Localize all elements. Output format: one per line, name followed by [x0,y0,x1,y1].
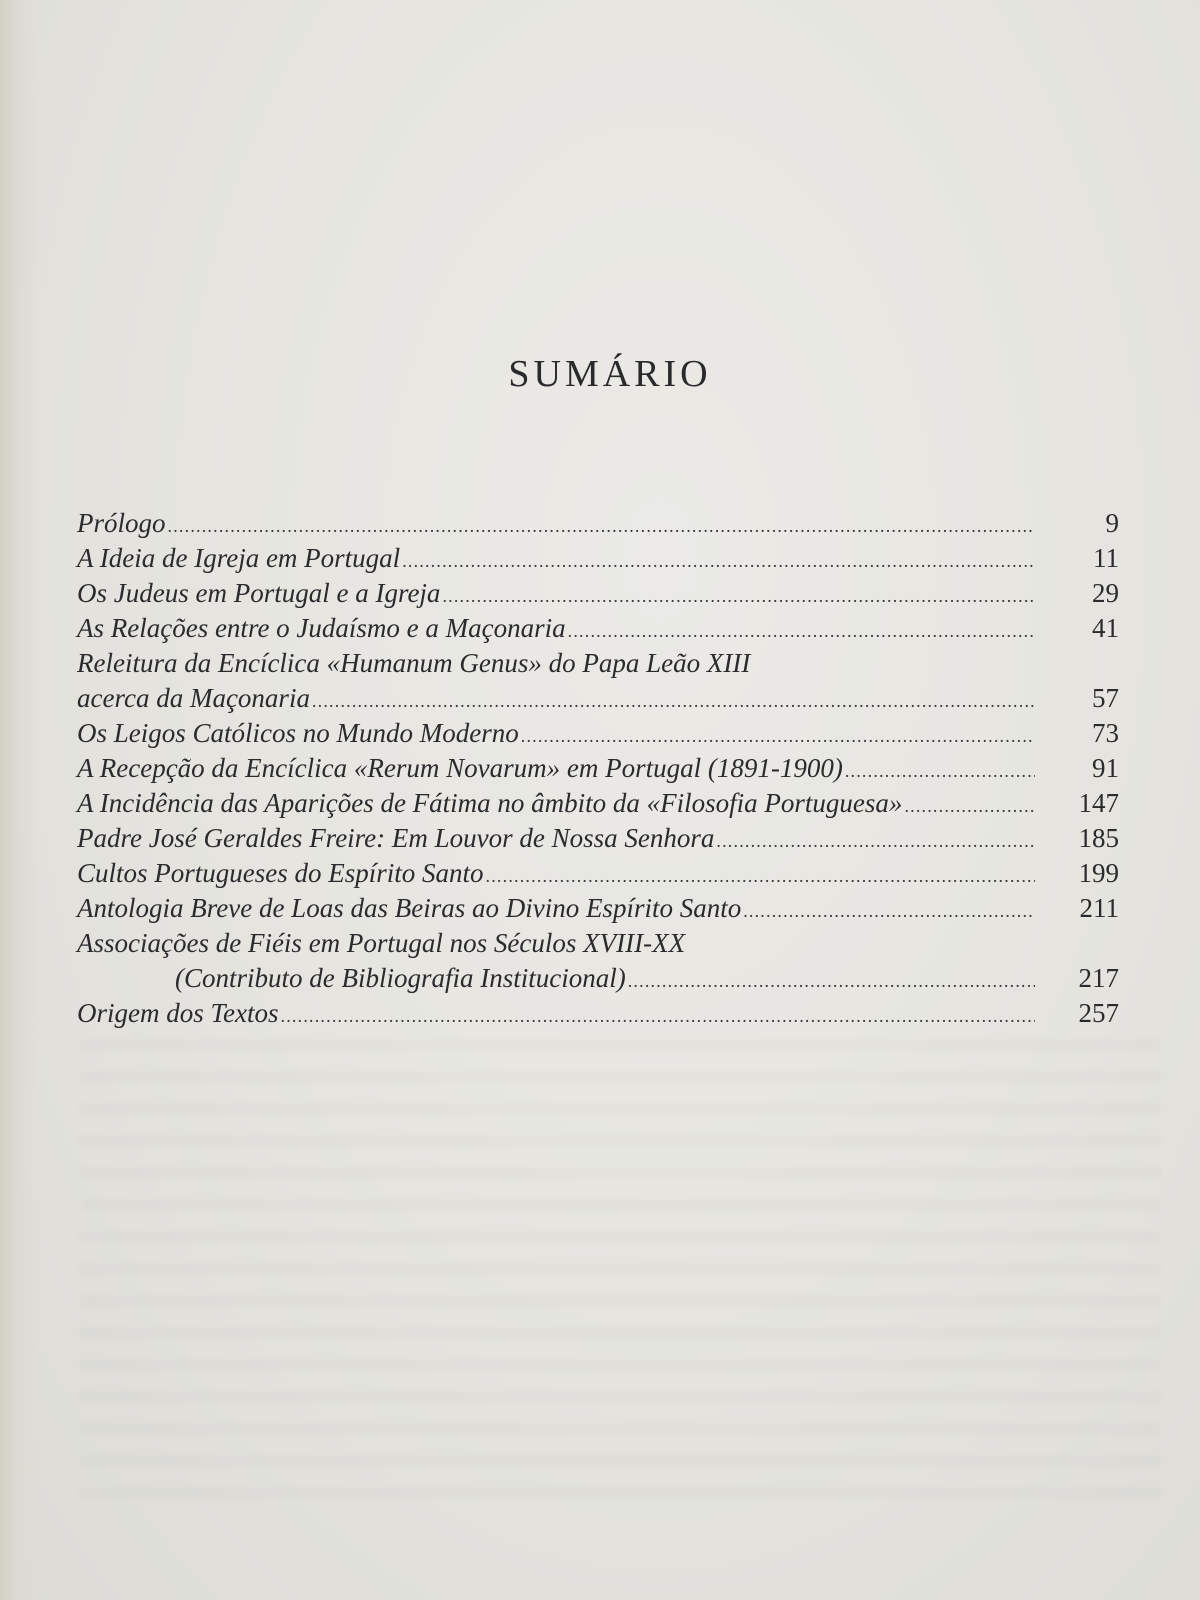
toc-entry [77,891,1119,926]
toc-entry [77,506,1119,541]
toc-page-number: 257 [1078,998,1119,1028]
toc-page-number: 147 [1078,788,1119,818]
dot-leader [486,859,1035,894]
toc-line [77,681,1119,716]
dot-leader [743,894,1035,929]
toc-entry [77,996,1119,1031]
toc-line [77,961,1119,996]
toc-page-number: 199 [1078,858,1119,888]
toc-entry [77,646,1119,716]
toc-line [77,856,1119,891]
toc-entry-title-continued: (Contributo de Bibliografia Institucional) [175,963,626,993]
toc-page-number: 11 [1093,543,1119,573]
toc-entry-title: A Incidência das Aparições de Fátima no âmbito da «Filosofia Portuguesa» [77,788,903,818]
toc-line [77,786,1119,821]
toc-entry-title-continued: acerca da Maçonaria [77,683,310,713]
toc-line [77,716,1119,751]
toc-entry [77,716,1119,751]
toc-line [77,996,1119,1031]
toc-line [77,926,1119,961]
toc-entry [77,611,1119,646]
dot-leader [521,719,1035,754]
toc-entry [77,856,1119,891]
toc-line [77,506,1119,541]
toc-entry-title: As Relações entre o Judaísmo e a Maçonaria [77,613,566,643]
toc-line [77,576,1119,611]
toc-line [77,891,1119,926]
toc-entry-title: Releitura da Encíclica «Humanum Genus» do Papa Leão XIII [77,648,751,678]
toc-entry [77,786,1119,821]
dot-leader [402,544,1035,579]
toc-entry-title: Antologia Breve de Loas das Beiras ao Divino Espírito Santo [77,893,742,923]
toc-entry-title: Os Judeus em Portugal e a Igreja [77,578,441,608]
toc-entry-title: Associações de Fiéis em Portugal nos Séculos XVIII-XX [77,928,686,958]
toc-line [77,541,1119,576]
dot-leader [281,999,1035,1034]
toc-line [77,821,1119,856]
toc-line [77,646,1119,681]
dot-leader [442,579,1035,614]
toc-page-number: 57 [1092,683,1119,713]
toc-line [77,751,1119,786]
dot-leader [312,684,1035,719]
table-of-contents [77,506,1119,1031]
toc-page-number: 91 [1092,753,1119,783]
toc-entry-title: Padre José Geraldes Freire: Em Louvor de Nossa Senhora [77,823,715,853]
toc-page-number: 9 [1105,508,1119,538]
toc-page-number: 41 [1092,613,1119,643]
toc-line [77,611,1119,646]
toc-entry-title: Origem dos Textos [77,998,279,1028]
show-through-text [80,1040,1160,1520]
toc-entry [77,541,1119,576]
toc-page-number: 73 [1092,718,1119,748]
toc-page-number: 217 [1078,963,1119,993]
dot-leader [628,964,1035,999]
toc-entry-title: A Ideia de Igreja em Portugal [77,543,401,573]
dot-leader [168,509,1035,544]
dot-leader [904,789,1035,824]
dot-leader [845,754,1035,789]
toc-page-number: 29 [1092,578,1119,608]
dot-leader [568,614,1035,649]
toc-page-number: 211 [1079,893,1119,923]
toc-entry [77,926,1119,996]
toc-entry-title: Prólogo [77,508,166,538]
dot-leader [716,824,1035,859]
toc-entry [77,751,1119,786]
toc-page-number: 185 [1078,823,1119,853]
binding-shadow [0,0,40,1600]
toc-entry-title: Cultos Portugueses do Espírito Santo [77,858,484,888]
toc-entry-title: Os Leigos Católicos no Mundo Moderno [77,718,519,748]
toc-entry [77,576,1119,611]
toc-entry [77,821,1119,856]
page-title: SUMÁRIO [508,353,712,395]
toc-entry-title: A Recepção da Encíclica «Rerum Novarum» em Portugal (1891-1900) [77,753,843,783]
